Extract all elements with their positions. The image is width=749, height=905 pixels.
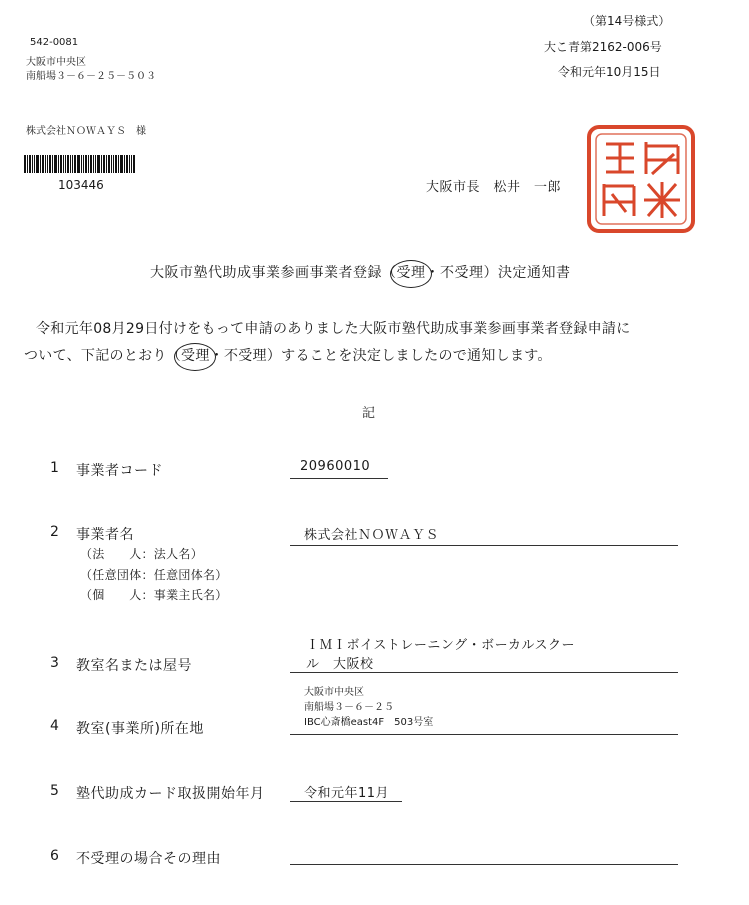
item-label-location: 教室(事業所)所在地	[76, 721, 204, 737]
body-accepted: 受理	[181, 348, 210, 364]
recipient-address-2: 南船場３－６－２５－５０３	[26, 71, 156, 82]
location-line-1: 大阪市中央区	[304, 687, 364, 698]
school-name-line-1: ＩＭＩボイストレーニング・ボーカルスクー	[306, 638, 575, 653]
school-name-line-2: ル 大阪校	[306, 657, 374, 672]
circle-mark	[174, 343, 216, 371]
item-number: 4	[50, 718, 59, 734]
item-number: 3	[50, 655, 59, 671]
sub-label-association: （任意団体：任意団体名）	[80, 568, 228, 582]
underline	[290, 864, 678, 865]
underline	[290, 478, 388, 479]
body-line-1: 令和元年08月29日付けをもって申請のありました大阪市塾代助成事業参画事業者登録申請に	[36, 321, 631, 337]
recipient-name: 株式会社ＮＯＷＡＹＳ 様	[26, 126, 146, 137]
item-label-start-month: 塾代助成カード取扱開始年月	[76, 786, 265, 802]
document-number: 大こ青第2162-006号	[544, 40, 662, 54]
start-month-value: 令和元年11月	[304, 786, 390, 801]
item-number: 1	[50, 460, 59, 476]
item-label-business-code: 事業者コード	[76, 463, 163, 479]
circle-mark	[390, 260, 432, 288]
item-number: 6	[50, 848, 59, 864]
form-number: （第14号様式）	[583, 14, 671, 28]
title-suffix: ・不受理）決定通知書	[425, 265, 571, 281]
barcode-number: 103446	[58, 178, 104, 192]
item-label-business-name: 事業者名	[76, 527, 134, 543]
barcode	[24, 155, 154, 173]
document-title	[150, 262, 571, 282]
business-code-value: 20960010	[300, 459, 371, 474]
location-line-2: 南船場３－６－２５	[304, 702, 394, 713]
item-label-school-name: 教室名または屋号	[76, 658, 192, 674]
title-prefix: 大阪市塾代助成事業参画事業者登録（	[150, 265, 397, 281]
underline	[290, 734, 678, 735]
item-number: 5	[50, 783, 59, 799]
location-line-3: IBC心斎橋east4F 503号室	[304, 717, 434, 728]
underline	[290, 545, 678, 546]
underline	[290, 801, 402, 802]
ki-heading: 記	[362, 406, 376, 421]
issue-date: 令和元年10月15日	[558, 65, 661, 79]
business-name-value: 株式会社ＮＯＷＡＹＳ	[304, 528, 440, 543]
title-accepted: 受理	[397, 265, 426, 281]
item-number: 2	[50, 524, 59, 540]
postal-code: 542-0081	[30, 37, 79, 48]
sub-label-individual: （個 人：事業主氏名）	[80, 588, 228, 602]
sender-title: 大阪市長 松井 一郎	[426, 180, 562, 195]
underline	[290, 672, 678, 673]
body-line-2: ついて、下記のとおり（受理 ・不受理）することを決定しましたので通知します。	[24, 345, 552, 365]
recipient-address-1: 大阪市中央区	[26, 57, 86, 68]
item-label-rejection-reason: 不受理の場合その理由	[76, 851, 221, 867]
sub-label-corporation: （法 人：法人名）	[80, 547, 204, 561]
official-seal	[586, 124, 696, 234]
